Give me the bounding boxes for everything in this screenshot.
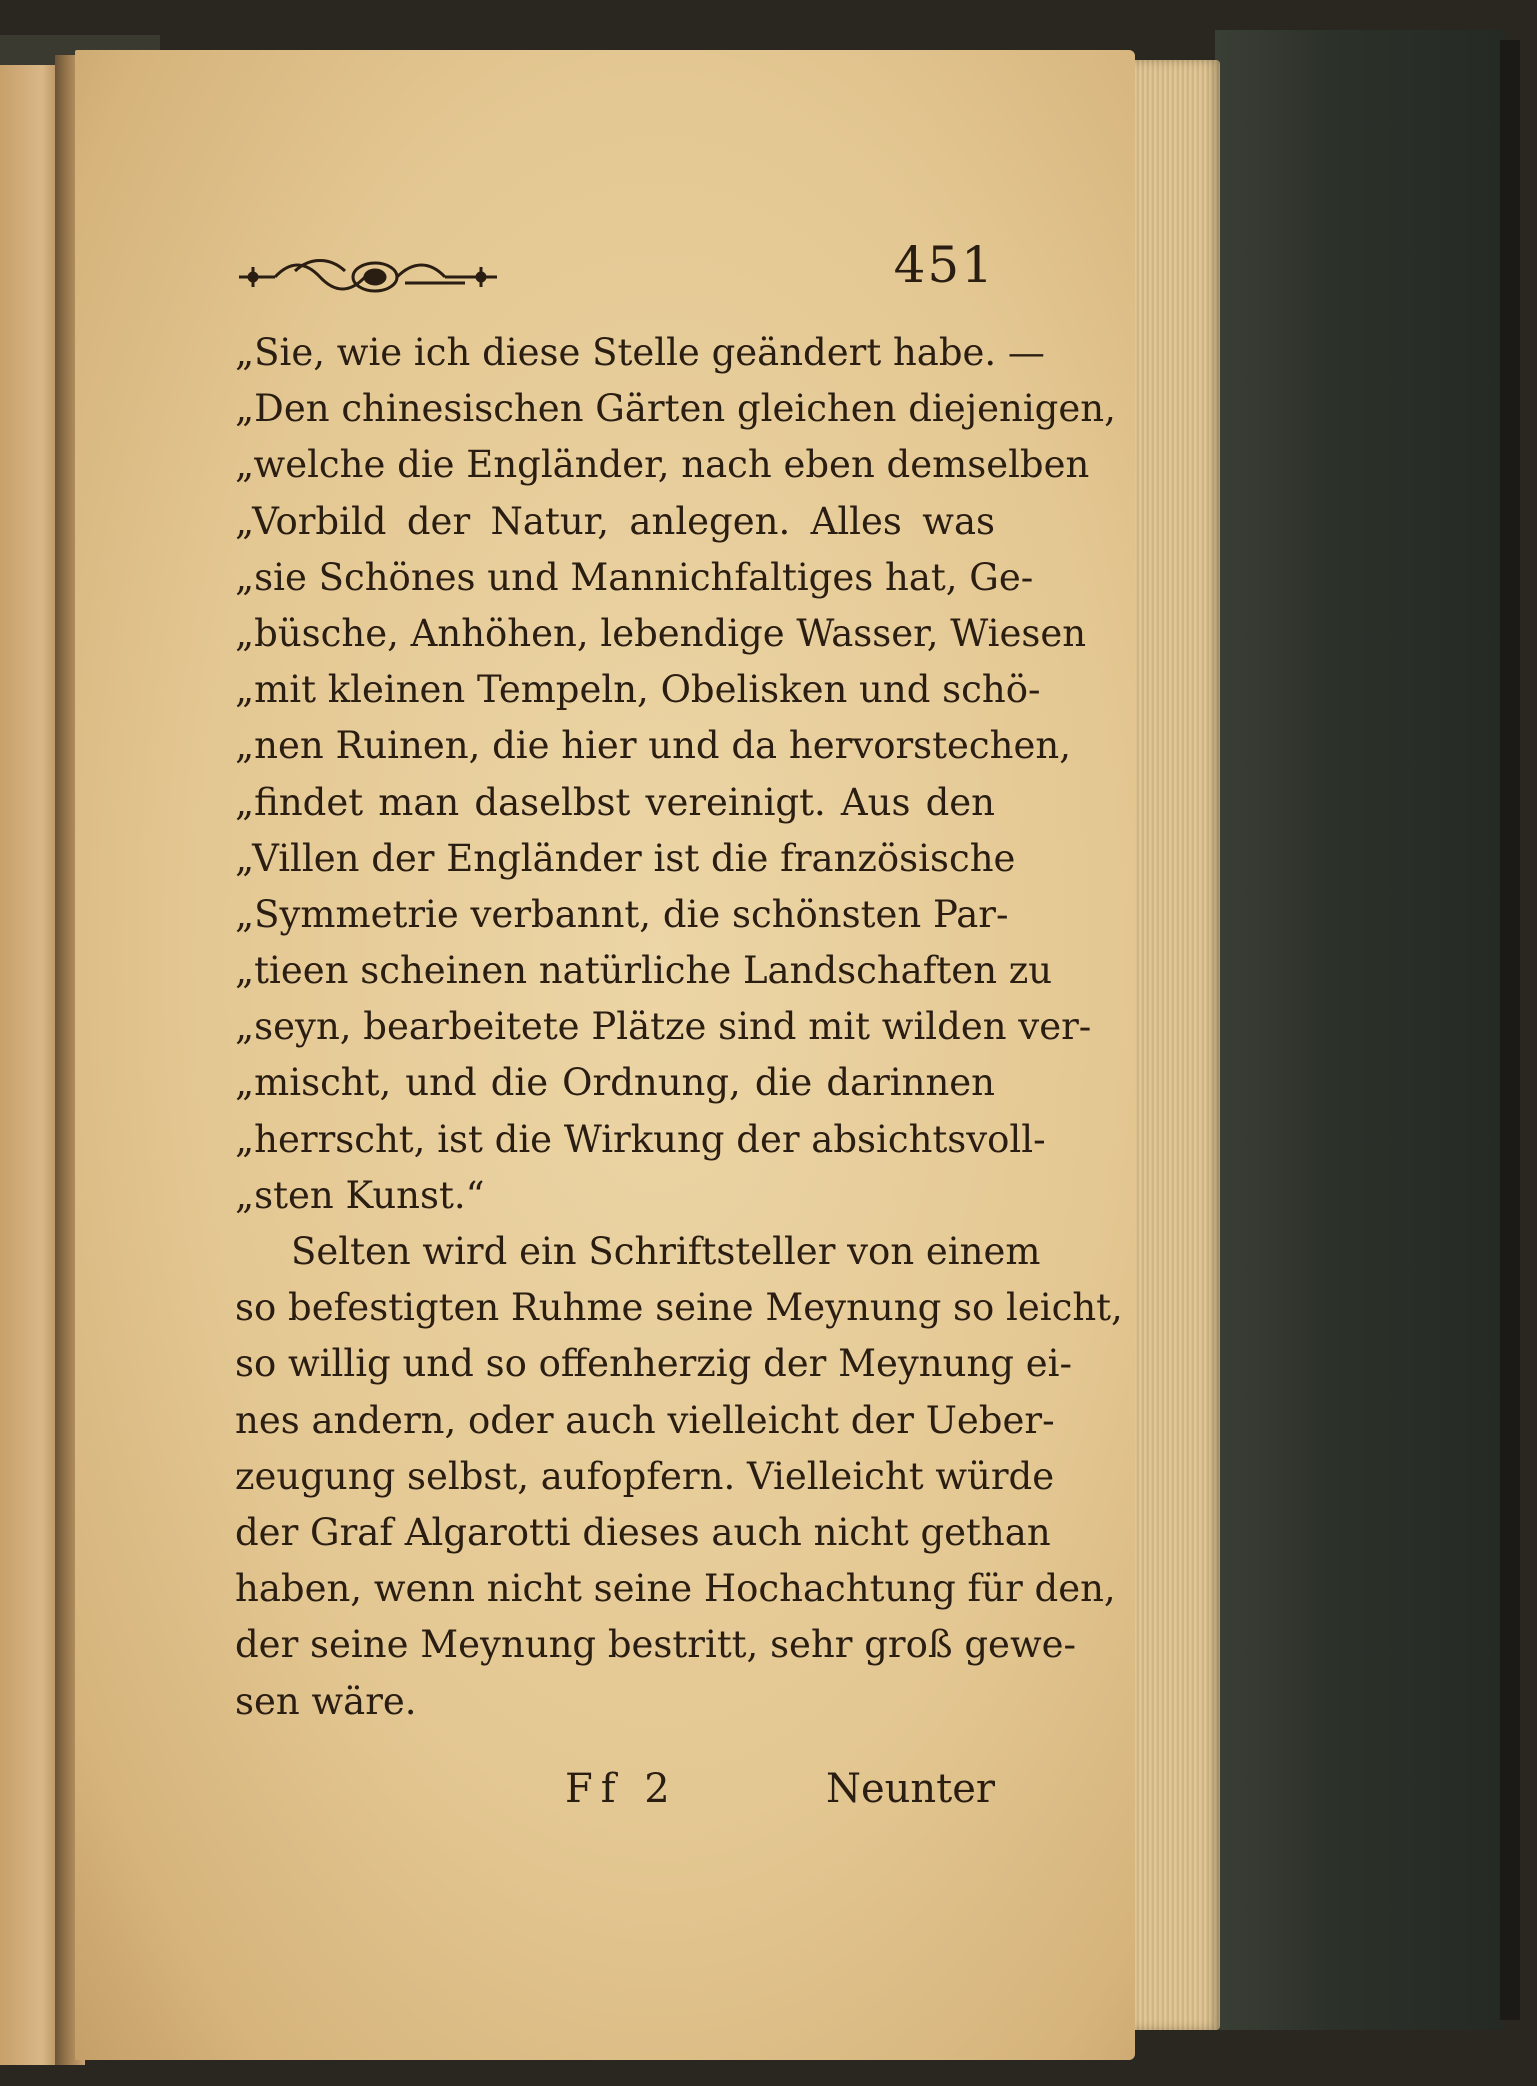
text-line: der seine Meynung bestritt, sehr groß gewe-	[235, 1623, 1077, 1667]
text-line: „Den chinesischen Gärten gleichen diejenigen,	[235, 387, 1116, 431]
text-line: nes andern, oder auch vielleicht der Ueber-	[235, 1398, 1055, 1442]
text-line: der Graf Algarotti dieses auch nicht gethan	[235, 1510, 1051, 1554]
body-text	[235, 325, 1123, 1730]
text-line: zeugung selbst, aufopfern. Vielleicht würde	[235, 1454, 1055, 1498]
page-text-block	[235, 235, 1123, 1836]
text-line: „herrscht, ist die Wirkung der absichtsvoll-	[235, 1117, 1046, 1161]
text-line: so willig und so offenherzig der Meynung ei-	[235, 1342, 1072, 1386]
page-header	[235, 235, 995, 325]
previous-page-edge	[0, 65, 60, 2065]
text-line: „mit kleinen Tempeln, Obelisken und schö-	[235, 668, 1041, 712]
text-line: so befestigten Ruhme seine Meynung so leicht,	[235, 1286, 1123, 1330]
text-line: „tieen scheinen natürliche Landschaften zu	[235, 949, 1053, 993]
text-line: „findet man daselbst vereinigt. Aus den	[235, 780, 995, 824]
text-line: „nen Ruinen, die hier und da hervorstechen,	[235, 724, 1071, 768]
text-line: „Villen der Engländer ist die französische	[235, 836, 1016, 880]
text-line: Selten wird ein Schriftsteller von einem	[291, 1230, 1041, 1273]
text-line: „mischt, und die Ordnung, die darinnen	[235, 1061, 995, 1105]
text-line: „büsche, Anhöhen, lebendige Wasser, Wiesen	[235, 611, 1087, 655]
page-number: 451	[893, 236, 995, 294]
text-line: „Sie, wie ich diese Stelle geändert habe. —	[235, 331, 1045, 374]
text-line: „sten Kunst.“	[235, 1173, 485, 1217]
decorative-headpiece-ornament-icon	[235, 253, 507, 297]
text-line: sen wäre.	[235, 1679, 417, 1723]
text-line: „Vorbild der Natur, anlegen. Alles was	[235, 499, 995, 543]
page-footer	[235, 1756, 995, 1836]
page-stack-edge	[1120, 60, 1220, 2030]
text-line: „Symmetrie verbannt, die schönsten Par-	[235, 892, 1009, 936]
text-line: „welche die Engländer, nach eben demselben	[235, 443, 1090, 487]
book-page	[75, 50, 1135, 2060]
text-line: haben, wenn nicht seine Hochachtung für den,	[235, 1567, 1116, 1611]
back-cover	[1215, 30, 1505, 2030]
catchword: Neunter	[825, 1765, 995, 1812]
cover-edge	[1500, 40, 1520, 2020]
signature-mark: Ff 2	[565, 1765, 678, 1812]
text-line: „seyn, bearbeitete Plätze sind mit wilden ver-	[235, 1005, 1092, 1049]
text-line: „sie Schönes und Mannichfaltiges hat, Ge-	[235, 555, 1034, 599]
